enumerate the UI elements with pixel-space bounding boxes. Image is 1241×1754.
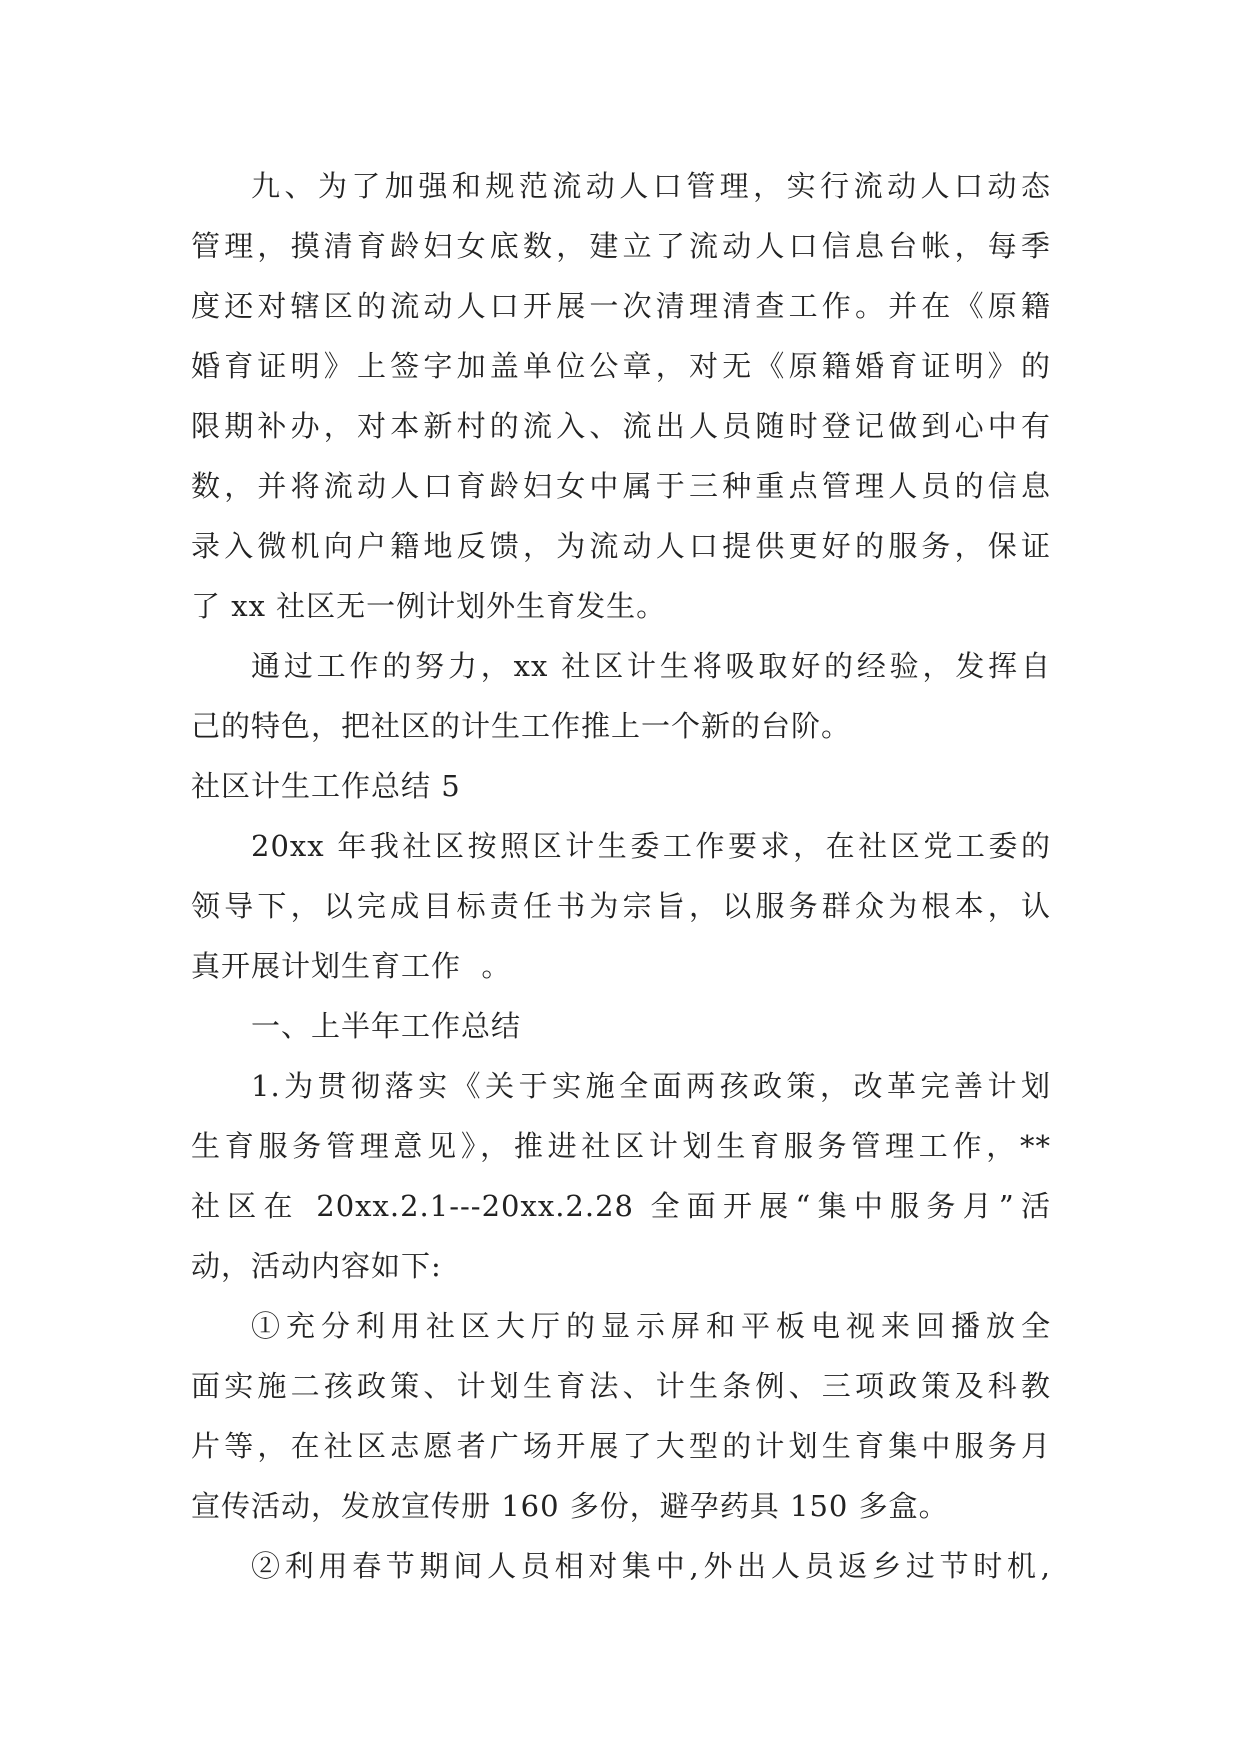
section-heading: 社区计生工作总结 5 <box>191 769 461 803</box>
subheading-first-half-summary: 一、上半年工作总结 <box>251 1009 522 1043</box>
circle-item-1-line-2: 面实施二孩政策、计划生育法、计生条例、三项政策及科教 <box>191 1369 1051 1403</box>
paragraph-9-line-8: 了 xx 社区无一例计划外生育发生。 <box>191 589 667 623</box>
paragraph-9-line-6: 数，并将流动人口育龄妇女中属于三种重点管理人员的信息 <box>191 469 1051 503</box>
intro-paragraph-line-2: 领导下，以完成目标责任书为宗旨，以服务群众为根本，认 <box>191 889 1051 923</box>
item-1-line-2: 生育服务管理意见》，推进社区计划生育服务管理工作，** <box>191 1129 1051 1163</box>
intro-paragraph-line-3: 真开展计划生育工作 。 <box>191 949 512 983</box>
paragraph-9-line-3: 度还对辖区的流动人口开展一次清理清查工作。并在《原籍 <box>191 289 1051 323</box>
paragraph-9-line-5: 限期补办，对本新村的流入、流出人员随时登记做到心中有 <box>191 409 1051 443</box>
document-body <box>191 156 1051 1596</box>
intro-paragraph-line-1: 20xx 年我社区按照区计生委工作要求，在社区党工委的 <box>251 829 1051 863</box>
circle-item-2-line-1: ②利用春节期间人员相对集中,外出人员返乡过节时机, <box>251 1549 1051 1583</box>
circle-item-1-line-1: ①充分利用社区大厅的显示屏和平板电视来回播放全 <box>251 1309 1051 1343</box>
paragraph-9-line-1: 九、为了加强和规范流动人口管理，实行流动人口动态 <box>251 169 1051 203</box>
item-1-line-3: 社区在 20xx.2.1---20xx.2.28 全面开展“集中服务月”活 <box>191 1189 1051 1223</box>
item-1-line-1: 1.为贯彻落实《关于实施全面两孩政策，改革完善计划 <box>251 1069 1051 1103</box>
closing-paragraph-line-2: 己的特色，把社区的计生工作推上一个新的台阶。 <box>191 709 852 743</box>
paragraph-9-line-4: 婚育证明》上签字加盖单位公章，对无《原籍婚育证明》的 <box>191 349 1051 383</box>
closing-paragraph-line-1: 通过工作的努力，xx 社区计生将吸取好的经验，发挥自 <box>251 649 1051 683</box>
paragraph-9-line-2: 管理，摸清育龄妇女底数，建立了流动人口信息台帐，每季 <box>191 229 1051 263</box>
paragraph-9-line-7: 录入微机向户籍地反馈，为流动人口提供更好的服务，保证 <box>191 529 1051 563</box>
circle-item-1-line-4: 宣传活动，发放宣传册 160 多份，避孕药具 150 多盒。 <box>191 1489 949 1523</box>
item-1-line-4: 动，活动内容如下: <box>191 1249 442 1283</box>
circle-item-1-line-3: 片等，在社区志愿者广场开展了大型的计划生育集中服务月 <box>191 1429 1051 1463</box>
